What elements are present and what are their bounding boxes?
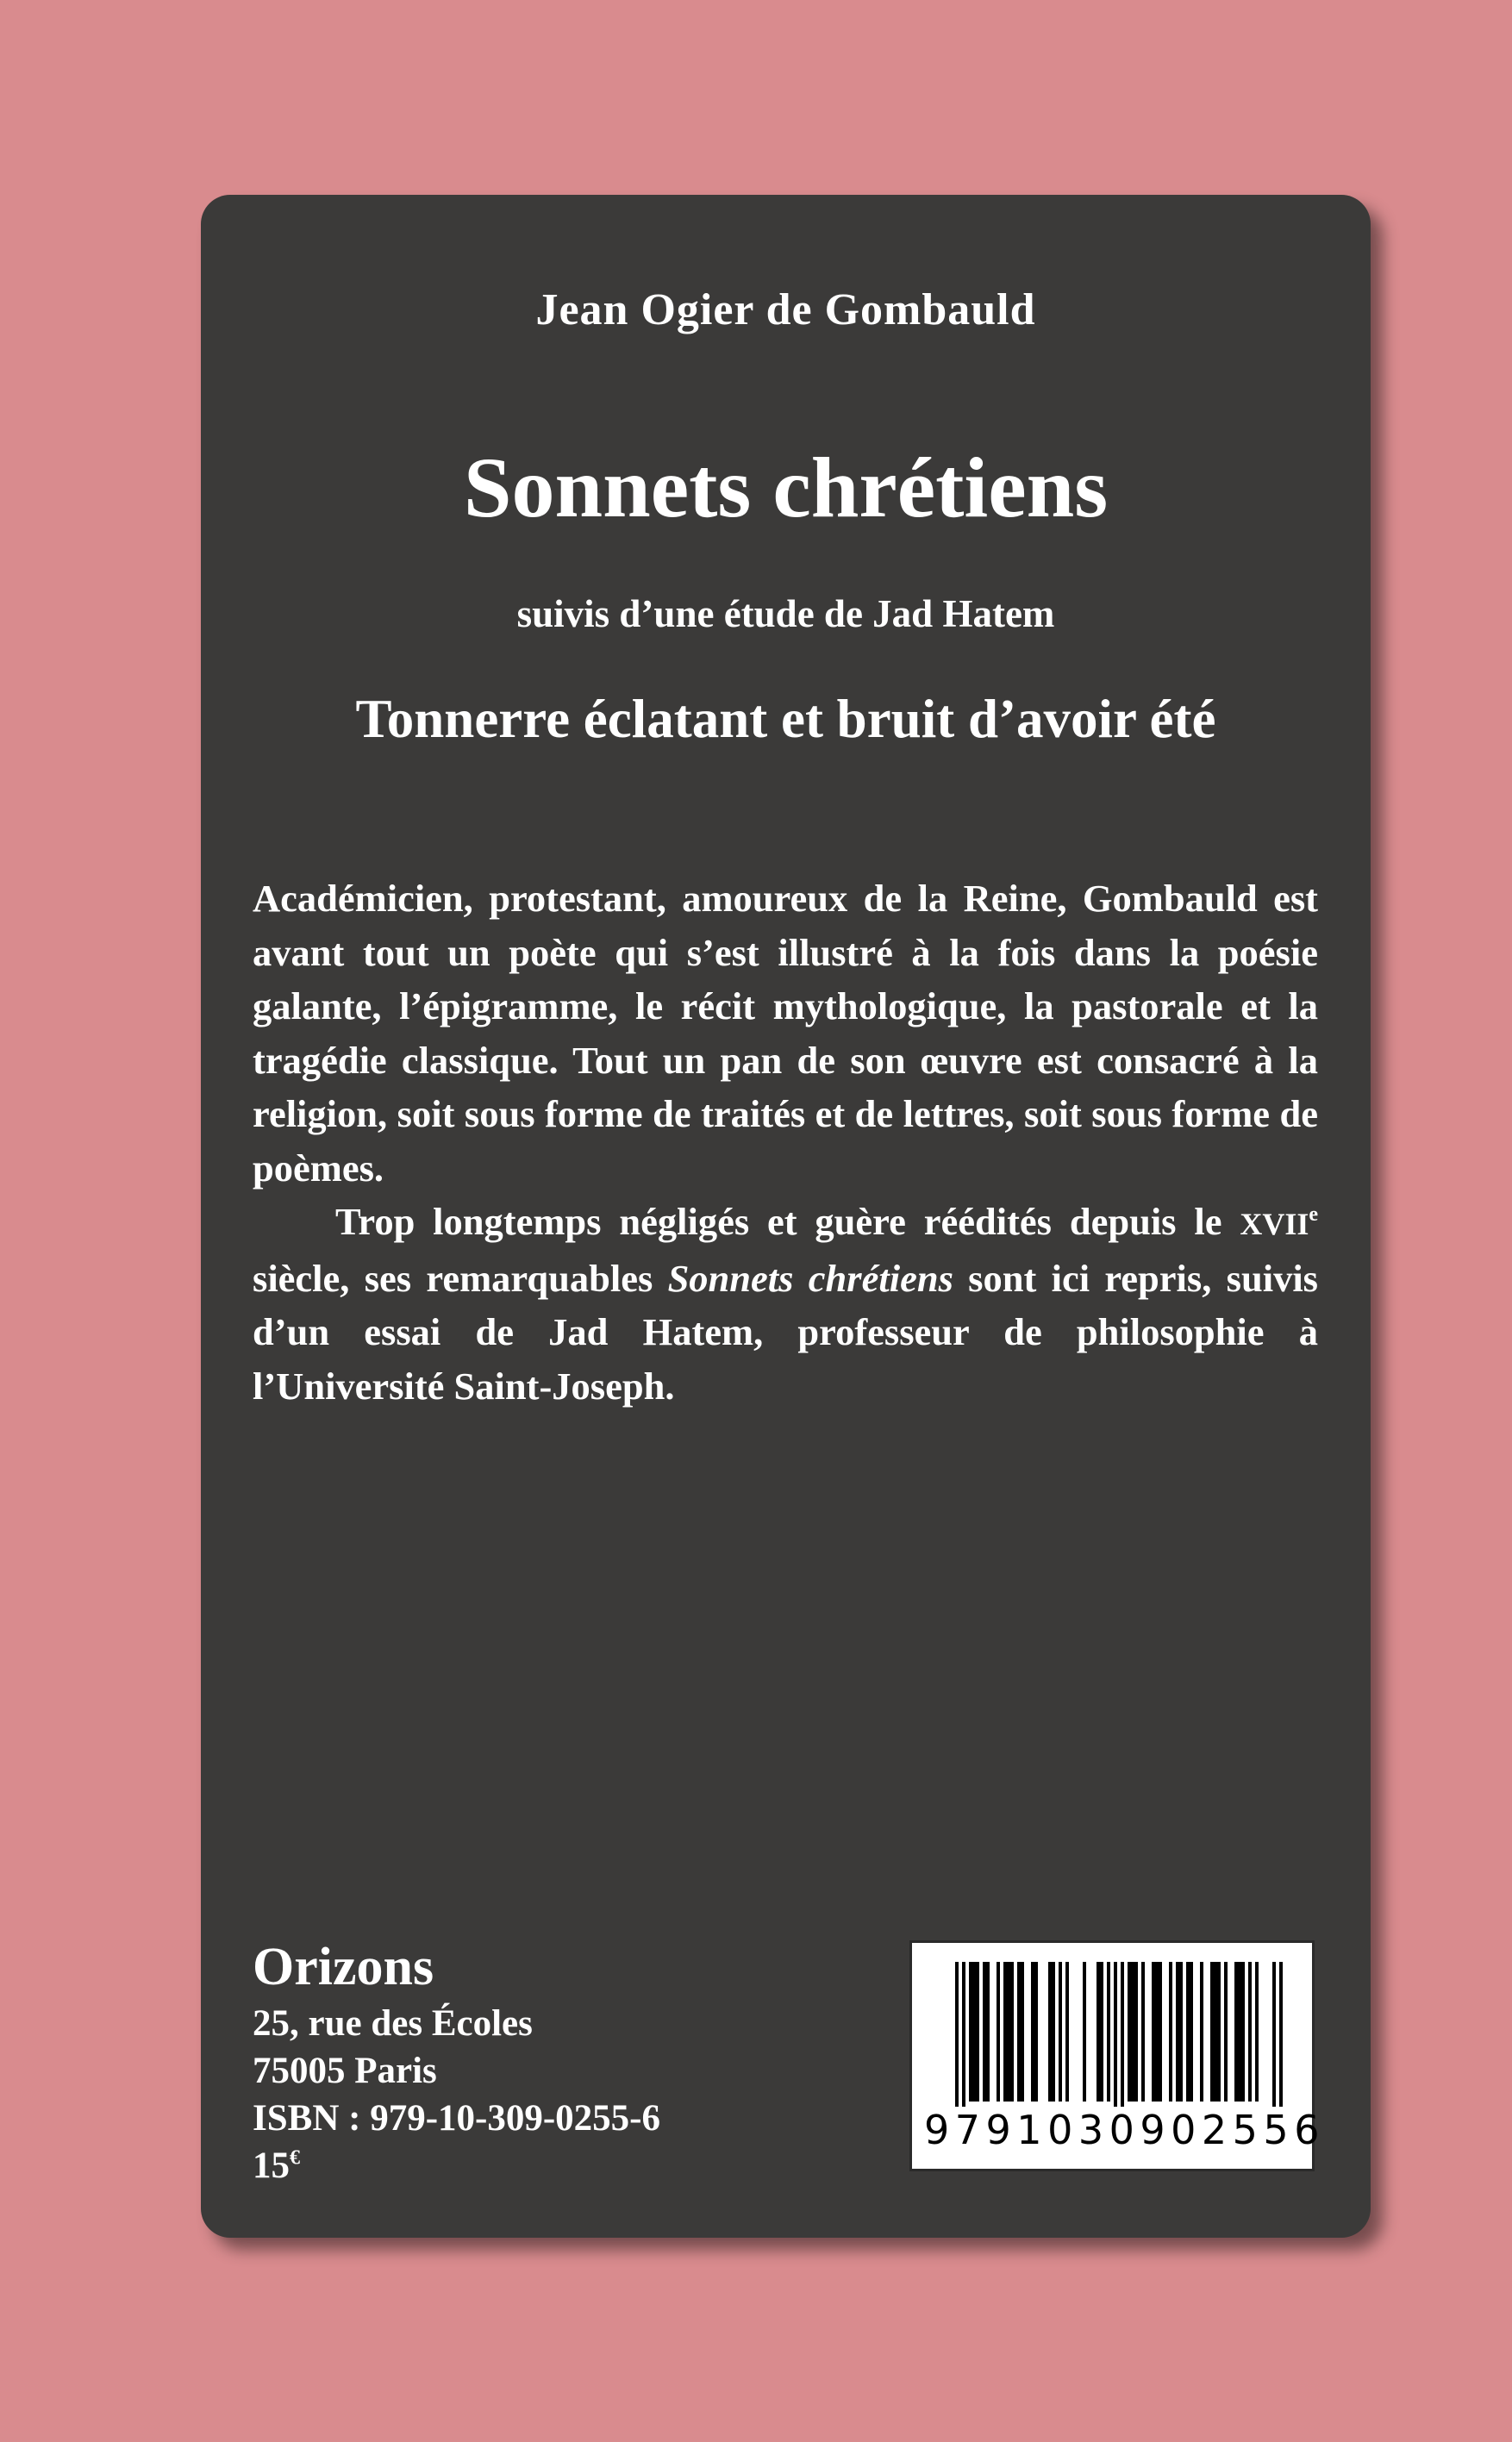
barcode-bar — [1048, 1962, 1052, 2102]
publisher-name: Orizons — [253, 1938, 434, 1996]
publisher-address: 25, rue des Écoles — [253, 2003, 533, 2044]
barcode-bar — [1010, 1962, 1014, 2102]
publisher-block — [253, 1934, 660, 2189]
price-value: 15 — [253, 2145, 290, 2186]
barcode-bar — [1224, 1962, 1228, 2102]
barcode-bar — [1152, 1962, 1155, 2102]
essay-title: Tonnerre éclatant et bruit d’avoir été — [355, 689, 1216, 749]
barcode-bar — [1128, 1962, 1131, 2102]
barcode-bar — [1065, 1962, 1069, 2102]
barcode-bar — [1141, 1962, 1145, 2102]
blurb-paragraph-1: Académicien, protestant, amoureux de la Reine, Gombauld est avant tout un poète qui s’est illustré à la fois dans la poésie galante, l’épigramme, le récit mythologique, la pastorale et la tragédie classique. Tout un pan de son œuvre est consacré à la religion, soit sous forme de traités et de lettres, soit sous forme de poèmes. — [253, 877, 1318, 1190]
century-superscript: e — [1309, 1203, 1318, 1227]
barcode-bar — [1176, 1962, 1179, 2102]
barcode-bar — [1272, 1962, 1276, 2107]
barcode-bar — [1234, 1962, 1238, 2102]
barcode-bar — [1003, 1962, 1007, 2102]
publisher-city: 75005 Paris — [253, 2051, 437, 2091]
barcode-bar — [1121, 1962, 1124, 2107]
barcode-bar — [1052, 1962, 1055, 2102]
barcode-bar — [1238, 1962, 1241, 2102]
barcode-bar — [1017, 1962, 1021, 2102]
barcode — [909, 1940, 1325, 2171]
barcode-bar — [1169, 1962, 1172, 2102]
barcode-bar — [1214, 1962, 1217, 2102]
book-title: Sonnets chrétiens — [463, 440, 1109, 535]
price — [253, 2142, 660, 2189]
barcode-bar — [1255, 1962, 1259, 2102]
barcode-bar — [1248, 1962, 1252, 2102]
barcode-bar — [997, 1962, 1000, 2102]
barcode-bar — [1210, 1962, 1214, 2102]
barcode-bar — [962, 1962, 965, 2107]
barcode-bar — [1007, 1962, 1010, 2102]
barcode-bar — [969, 1962, 972, 2102]
price-currency: € — [290, 2146, 300, 2170]
barcode-bar — [1155, 1962, 1159, 2102]
barcode-bar — [1159, 1962, 1162, 2102]
barcode-bar — [1279, 1962, 1283, 2107]
barcode-bar — [1031, 1962, 1034, 2102]
back-cover-panel — [201, 195, 1371, 2238]
italic-title: Sonnets chrétiens — [667, 1256, 953, 1300]
barcode-bar — [1131, 1962, 1134, 2102]
isbn: ISBN : 979-10-309-0255-6 — [253, 2098, 660, 2139]
blurb-text: siècle, ses remarquables — [253, 1256, 668, 1300]
barcode-bar — [983, 1962, 986, 2102]
barcode-bar — [972, 1962, 976, 2102]
barcode-bar — [1083, 1962, 1086, 2102]
century-numeral: XVII — [1240, 1207, 1309, 1241]
barcode-bar — [1200, 1962, 1203, 2102]
blurb-text: Trop longtemps négligés et guère réédités depuis le — [335, 1200, 1240, 1243]
barcode-bar — [976, 1962, 979, 2102]
author-name: Jean Ogier de Gombauld — [535, 285, 1036, 334]
blurb-paragraph-2 — [253, 1195, 1318, 1413]
barcode-bar — [1134, 1962, 1138, 2102]
barcode-bar — [1179, 1962, 1183, 2102]
blurb-text: sont ici repris, suivis d’un essai de Jad Hatem, professeur de philosophie à l’Université Saint-Joseph. — [253, 1256, 1319, 1408]
barcode-bar — [1021, 1962, 1024, 2102]
barcode-bar — [1059, 1962, 1062, 2102]
blurb — [253, 871, 1318, 1413]
barcode-bar — [1217, 1962, 1221, 2102]
barcode-bar — [1186, 1962, 1190, 2102]
book-subtitle: suivis d’une étude de Jad Hatem — [516, 592, 1055, 635]
barcode-bar — [955, 1962, 959, 2107]
barcode-digits: 9791030902556 — [924, 2107, 1325, 2153]
barcode-bar — [1100, 1962, 1103, 2102]
barcode-bar — [1097, 1962, 1100, 2102]
barcode-bar — [1107, 1962, 1110, 2102]
barcode-bar — [1114, 1962, 1117, 2107]
barcode-bar — [1241, 1962, 1245, 2102]
barcode-bar — [1190, 1962, 1193, 2102]
barcode-bar — [1034, 1962, 1038, 2102]
barcode-bar — [986, 1962, 990, 2102]
